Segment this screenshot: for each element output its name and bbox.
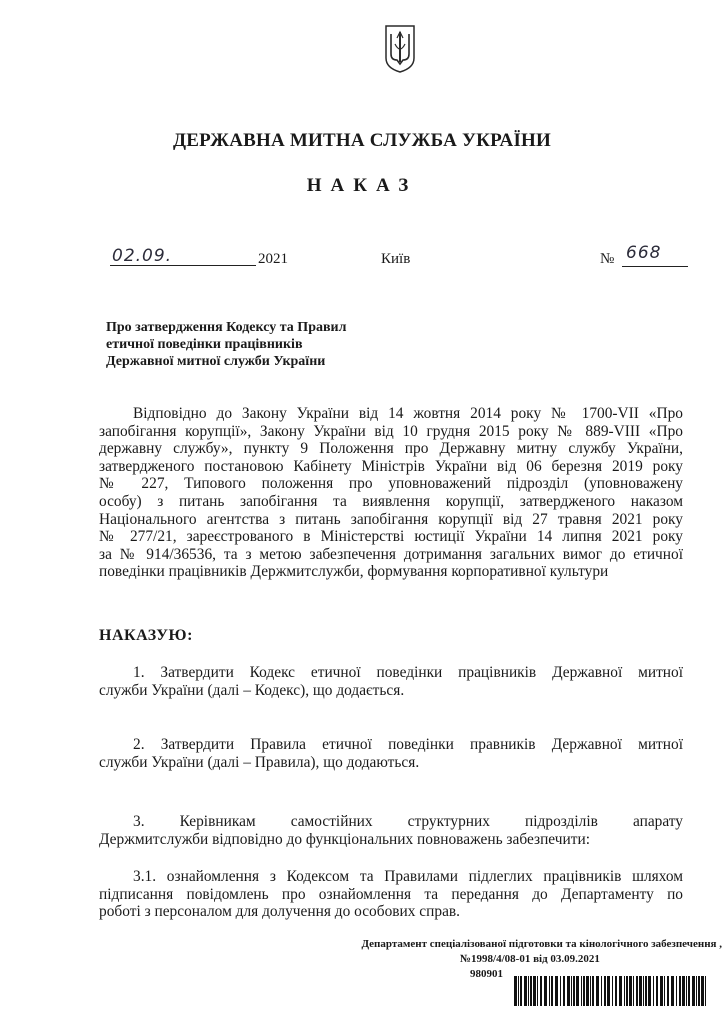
order-item-3 <box>99 813 683 848</box>
registration-department: Департамент спеціалізованої підготовки та кінологічного забезпечення , <box>361 938 722 950</box>
item-line: 3. Керівникам самостійних структурних підрозділів апарату <box>133 813 683 830</box>
number-sign: № <box>600 251 615 267</box>
preamble-line: затвердженого постановою Кабінету Міністрів України від 06 березня 2019 року <box>99 457 683 475</box>
item-line: підписання повідомлень про ознайомлення та передання до Департаменту по <box>99 885 683 903</box>
barcode-icon <box>514 976 710 1006</box>
subject-line: Про затвердження Кодексу та Правил <box>106 320 347 335</box>
preamble-line: за № 914/36536, та з метою забезпечення дотримання загальних вимог до етичної <box>99 545 683 563</box>
item-line: служби України (далі – Кодекс), що додається. <box>99 681 405 699</box>
item-line: роботі з персоналом для долучення до особових справ. <box>99 903 461 921</box>
preamble-paragraph <box>99 405 683 581</box>
handwritten-date: 02.09. <box>112 246 173 266</box>
number-underline <box>622 266 688 267</box>
document-type-title: НАКАЗ <box>306 175 418 196</box>
item-line: 1. Затвердити Кодекс етичної поведінки працівників Державної митної <box>133 664 683 681</box>
preamble-line: Національного агентства з питань запобігання корупції від 27 травня 2021 року <box>99 510 683 528</box>
handwritten-number: 668 <box>626 243 662 263</box>
subject-line: етичної поведінки працівників <box>106 337 303 352</box>
preamble-line: № 227, Типового положення про уповноважений підрозділ (уповноважену <box>99 475 683 493</box>
item-line: служби України (далі – Правила), що додаються. <box>99 753 420 771</box>
preamble-line: Відповідно до Закону України від 14 жовтня 2014 року № 1700-VII «Про <box>133 405 683 422</box>
preamble-line: запобігання корупції», Закону України від 10 грудня 2015 року № 889-VIII «Про <box>99 422 683 440</box>
order-directive-heading: НАКАЗУЮ: <box>99 627 193 644</box>
registration-number: №1998/4/08-01 від 03.09.2021 <box>460 953 600 965</box>
item-line: Держмитслужби відповідно до функціональних повноважень забезпечити: <box>99 830 590 848</box>
item-line: 3.1. ознайомлення з Кодексом та Правилами підлеглих працівників шляхом <box>133 868 683 885</box>
organization-name: ДЕРЖАВНА МИТНА СЛУЖБА УКРАЇНИ <box>172 130 552 151</box>
order-item-2 <box>99 736 683 771</box>
preamble-line: № 277/21, зареєстрованого в Міністерстві юстиції України 14 липня 2021 року <box>99 528 683 546</box>
date-underline <box>110 265 256 266</box>
subject-line: Державної митної служби України <box>106 354 326 369</box>
preamble-line: особу) з питань запобігання та виявлення корупції, затвердженого наказом <box>99 492 683 510</box>
date-year: 2021 <box>258 251 288 267</box>
order-item-3-1 <box>99 868 683 921</box>
preamble-line: поведінки працівників Держмитслужби, формування корпоративної культури <box>99 563 609 581</box>
ukraine-trident-emblem-icon <box>383 24 417 74</box>
registration-code: 980901 <box>470 968 503 980</box>
city: Київ <box>381 251 411 267</box>
preamble-line: державну службу», пункту 9 Положення про Державну митну службу України, <box>99 440 683 458</box>
order-item-1 <box>99 664 683 699</box>
item-line: 2. Затвердити Правила етичної поведінки правників Державної митної <box>133 736 683 753</box>
order-subject <box>106 319 426 370</box>
